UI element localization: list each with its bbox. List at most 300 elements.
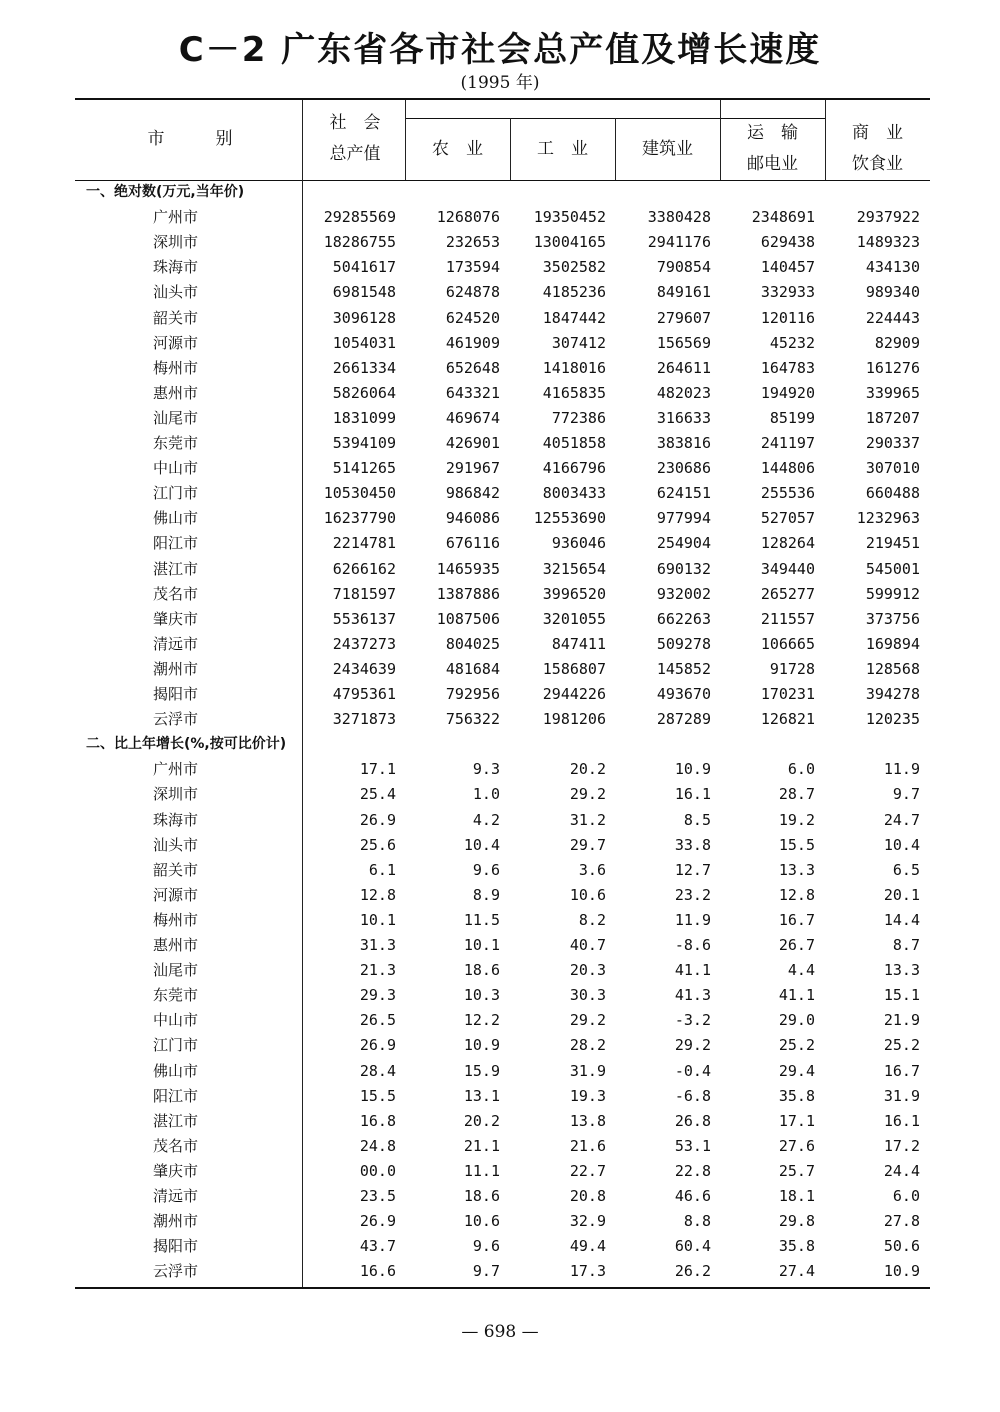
- header-agriculture-label: 农 业: [432, 139, 483, 159]
- city-name: 汕头市: [153, 283, 199, 302]
- table-cell: 60.4: [674, 1237, 711, 1256]
- table-cell: 461909: [445, 333, 500, 352]
- table-cell: 1232963: [856, 509, 920, 528]
- table-cell: 161276: [865, 358, 920, 377]
- header-commerce: [825, 118, 930, 180]
- table-cell: 22.8: [674, 1161, 711, 1180]
- city-name: 江门市: [153, 1036, 199, 1055]
- table-cell: 21.9: [883, 1011, 920, 1030]
- table-cell: 4051858: [542, 434, 606, 452]
- table-cell: 30.3: [569, 986, 606, 1005]
- table-cell: 120235: [865, 710, 920, 729]
- table-cell: 6.0: [787, 760, 815, 779]
- table-cell: 4165835: [542, 383, 606, 402]
- table-cell: 20.1: [883, 885, 920, 904]
- table-cell: 290337: [865, 434, 920, 452]
- city-name: 珠海市: [153, 258, 199, 277]
- table-cell: 16.8: [359, 1111, 396, 1130]
- table-cell: 7181597: [332, 584, 396, 603]
- table-row: [0, 908, 1000, 933]
- table-row: [0, 381, 1000, 406]
- table-cell: 9.7: [472, 1262, 500, 1281]
- table-cell: 2944226: [542, 685, 606, 703]
- table-row: [0, 1234, 1000, 1259]
- table-cell: 18.6: [463, 1187, 500, 1205]
- table-cell: 10.9: [883, 1262, 920, 1281]
- table-cell: 16.1: [674, 785, 711, 804]
- table-cell: 29.2: [674, 1036, 711, 1055]
- city-name: 阳江市: [153, 534, 199, 553]
- table-cell: 26.5: [359, 1011, 396, 1030]
- section-label: 一、绝对数(万元,当年价): [86, 184, 245, 200]
- city-name: 深圳市: [153, 233, 199, 252]
- table-cell: 5041617: [332, 258, 396, 277]
- table-cell: 383816: [656, 434, 711, 452]
- city-name: 惠州市: [153, 383, 199, 402]
- table-cell: 43.7: [359, 1237, 396, 1256]
- table-cell: 17.1: [778, 1111, 815, 1130]
- header-transport-line2: 邮电业: [747, 154, 798, 174]
- header-construction-label: 建筑业: [642, 139, 693, 159]
- table-cell: 16.7: [778, 910, 815, 929]
- city-name: 中山市: [153, 459, 199, 478]
- table-cell: 16.6: [359, 1262, 396, 1281]
- table-cell: 18286755: [323, 233, 396, 252]
- table-cell: 24.4: [883, 1161, 920, 1180]
- table-cell: 545001: [865, 559, 920, 578]
- table-row: [0, 657, 1000, 682]
- section-label: 二、比上年增长(%,按可比价计): [86, 736, 287, 753]
- table-cell: 10.1: [463, 936, 500, 954]
- page-number: — 698 —: [461, 1322, 539, 1342]
- table-cell: 31.9: [883, 1086, 920, 1105]
- table-cell: 1387886: [436, 584, 500, 603]
- table-row: [0, 958, 1000, 983]
- table-cell: 27.4: [778, 1262, 815, 1281]
- table-cell: 29.7: [569, 835, 606, 854]
- city-name: 肇庆市: [153, 609, 199, 628]
- table-row: [0, 356, 1000, 381]
- table-cell: 31.2: [569, 810, 606, 829]
- table-cell: 4.4: [787, 961, 815, 980]
- header-industry: [510, 134, 615, 165]
- table-cell: 6.5: [892, 860, 920, 879]
- table-cell: 10.6: [569, 885, 606, 904]
- table-cell: 11.9: [674, 910, 711, 929]
- table-cell: 8003433: [542, 484, 606, 503]
- city-name: 茂名市: [153, 584, 199, 603]
- table-cell: 32.9: [569, 1212, 606, 1231]
- table-cell: 170231: [760, 685, 815, 703]
- table-cell: 17.1: [359, 760, 396, 779]
- table-cell: 27.8: [883, 1212, 920, 1231]
- table-cell: 12.7: [674, 860, 711, 879]
- city-name: 潮州市: [153, 659, 199, 678]
- table-cell: 26.2: [674, 1262, 711, 1281]
- city-name: 茂名市: [153, 1136, 199, 1155]
- table-cell: -3.2: [674, 1011, 711, 1030]
- table-cell: 8.5: [683, 810, 711, 829]
- table-row: [0, 1159, 1000, 1184]
- table-row: [0, 682, 1000, 707]
- table-cell: 164783: [760, 358, 815, 377]
- table-cell: 41.3: [674, 986, 711, 1005]
- table-cell: 33.8: [674, 835, 711, 854]
- table-cell: 624151: [656, 484, 711, 503]
- table-row: [0, 707, 1000, 732]
- table-cell: 13.3: [778, 860, 815, 879]
- city-name: 云浮市: [153, 1262, 199, 1281]
- table-cell: 25.6: [359, 835, 396, 854]
- table-row: [0, 230, 1000, 255]
- table-cell: 1831099: [332, 408, 396, 427]
- table-row: [0, 883, 1000, 908]
- table-cell: 9.7: [892, 785, 920, 804]
- table-cell: 41.1: [778, 986, 815, 1005]
- table-cell: 156569: [656, 333, 711, 352]
- table-cell: 2941176: [647, 233, 711, 252]
- table-cell: 1054031: [332, 333, 396, 352]
- table-cell: 16.7: [883, 1061, 920, 1080]
- table-cell: 9.3: [472, 760, 500, 779]
- city-name: 梅州市: [153, 910, 199, 929]
- table-cell: 45232: [769, 333, 815, 352]
- city-name: 汕尾市: [153, 961, 199, 980]
- table-cell: 194920: [760, 383, 815, 402]
- table-row: [0, 1259, 1000, 1284]
- table-cell: 482023: [656, 383, 711, 402]
- table-cell: 493670: [656, 685, 711, 703]
- city-name: 揭阳市: [153, 1237, 199, 1256]
- table-cell: 690132: [656, 559, 711, 578]
- table-cell: 6266162: [332, 559, 396, 578]
- table-cell: 26.9: [359, 810, 396, 829]
- table-cell: 11.9: [883, 760, 920, 779]
- table-cell: 936046: [551, 534, 606, 553]
- header-transport: [720, 118, 825, 180]
- table-cell: 3201055: [542, 609, 606, 628]
- table-cell: 1.0: [472, 785, 500, 804]
- table-cell: 187207: [865, 408, 920, 427]
- table-cell: 849161: [656, 283, 711, 302]
- table-cell: 28.4: [359, 1061, 396, 1080]
- table-cell: 307412: [551, 333, 606, 352]
- page-title: C－2 广东省各市社会总产值及增长速度: [178, 30, 822, 70]
- table-cell: 13.8: [569, 1111, 606, 1130]
- table-cell: 599912: [865, 584, 920, 603]
- table-cell: 10.9: [674, 760, 711, 779]
- table-cell: 13.3: [883, 961, 920, 980]
- table-cell: 5141265: [332, 459, 396, 478]
- table-cell: 25.4: [359, 785, 396, 804]
- table-cell: 24.8: [359, 1136, 396, 1155]
- table-cell: 394278: [865, 685, 920, 703]
- table-cell: 279607: [656, 308, 711, 327]
- table-row: [0, 582, 1000, 607]
- table-cell: 29.8: [778, 1212, 815, 1231]
- table-cell: 00.0: [359, 1161, 396, 1180]
- table-cell: 15.9: [463, 1061, 500, 1080]
- city-name: 韶关市: [153, 860, 199, 879]
- table-cell: 19350452: [533, 208, 606, 227]
- table-cell: 29.3: [359, 986, 396, 1005]
- table-cell: 10.1: [359, 910, 396, 929]
- table-cell: 10.6: [463, 1212, 500, 1231]
- table-cell: 624878: [445, 283, 500, 302]
- city-name: 湛江市: [153, 1111, 199, 1130]
- header-total-line1: 社 会: [329, 113, 381, 133]
- table-cell: 373756: [865, 609, 920, 628]
- table-cell: 349440: [760, 559, 815, 578]
- table-cell: 2434639: [332, 659, 396, 678]
- table-cell: 106665: [760, 634, 815, 653]
- table-cell: 2214781: [332, 534, 396, 553]
- table-cell: 676116: [445, 534, 500, 553]
- table-cell: 509278: [656, 634, 711, 653]
- table-cell: 41.1: [674, 961, 711, 980]
- table-cell: 5826064: [332, 383, 396, 402]
- table-cell: 977994: [656, 509, 711, 528]
- table-row: [0, 632, 1000, 657]
- table-cell: 1465935: [436, 559, 500, 578]
- city-name: 河源市: [153, 333, 199, 352]
- table-cell: 12.8: [359, 885, 396, 904]
- header-commerce-line2: 饮食业: [852, 154, 903, 174]
- table-cell: 481684: [445, 659, 500, 678]
- table-cell: 29.2: [569, 785, 606, 804]
- table-cell: 9.6: [472, 860, 500, 879]
- table-cell: 26.7: [778, 936, 815, 954]
- table-cell: 173594: [445, 258, 500, 277]
- table-cell: 1981206: [542, 710, 606, 729]
- city-name: 佛山市: [153, 1061, 199, 1080]
- table-cell: 28.7: [778, 785, 815, 804]
- table-cell: 6.1: [368, 860, 396, 879]
- table-cell: 624520: [445, 308, 500, 327]
- top-rule: [75, 98, 930, 100]
- table-cell: 8.8: [683, 1212, 711, 1231]
- table-cell: 18.6: [463, 961, 500, 980]
- table-cell: 10.3: [463, 986, 500, 1005]
- table-cell: 2937922: [856, 208, 920, 227]
- table-cell: 12553690: [533, 509, 606, 528]
- table-cell: 120116: [760, 308, 815, 327]
- table-cell: 792956: [445, 685, 500, 703]
- table-cell: 23.2: [674, 885, 711, 904]
- table-row: [0, 205, 1000, 230]
- table-row: [0, 255, 1000, 280]
- bottom-rule: [75, 1287, 930, 1289]
- table-cell: 16237790: [323, 509, 396, 528]
- table-cell: 1847442: [542, 308, 606, 327]
- table-cell: 847411: [551, 634, 606, 653]
- table-cell: 23.5: [359, 1187, 396, 1205]
- table-cell: 332933: [760, 283, 815, 302]
- header-transport-line1: 运 输: [747, 123, 798, 143]
- table-cell: 46.6: [674, 1187, 711, 1205]
- table-cell: 2348691: [751, 208, 815, 227]
- city-name: 中山市: [153, 1011, 199, 1030]
- table-cell: 4166796: [542, 459, 606, 478]
- table-cell: 3215654: [542, 559, 606, 578]
- table-cell: 126821: [760, 710, 815, 729]
- table-cell: 434130: [865, 258, 920, 277]
- table-cell: -0.4: [674, 1061, 711, 1080]
- table-cell: 5394109: [332, 434, 396, 452]
- table-cell: 31.3: [359, 936, 396, 954]
- table-cell: 804025: [445, 634, 500, 653]
- table-row: [0, 306, 1000, 331]
- table-cell: 6981548: [332, 283, 396, 302]
- table-cell: 16.1: [883, 1111, 920, 1130]
- table-cell: 265277: [760, 584, 815, 603]
- table-row: [0, 782, 1000, 807]
- table-cell: 3502582: [542, 258, 606, 277]
- city-name: 湛江市: [153, 559, 199, 578]
- table-cell: 8.2: [578, 910, 606, 929]
- table-cell: 9.6: [472, 1237, 500, 1256]
- table-cell: 6.0: [892, 1187, 920, 1205]
- table-cell: 211557: [760, 609, 815, 628]
- table-cell: 169894: [865, 634, 920, 653]
- city-name: 江门市: [153, 484, 199, 503]
- section-header: [0, 732, 1000, 757]
- table-row: [0, 406, 1000, 431]
- table-cell: 11.1: [463, 1161, 500, 1180]
- table-cell: 1489323: [856, 233, 920, 252]
- table-cell: 643321: [445, 383, 500, 402]
- table-cell: 1418016: [542, 358, 606, 377]
- city-name: 清远市: [153, 634, 199, 653]
- table-cell: 4185236: [542, 283, 606, 302]
- table-cell: -6.8: [674, 1086, 711, 1105]
- table-cell: 12.2: [463, 1011, 500, 1030]
- table-row: [0, 1008, 1000, 1033]
- table-cell: 50.6: [883, 1237, 920, 1256]
- table-cell: 26.9: [359, 1036, 396, 1055]
- table-cell: 989340: [865, 283, 920, 302]
- table-cell: 339965: [865, 383, 920, 402]
- table-cell: 20.8: [569, 1187, 606, 1205]
- table-cell: 316633: [656, 408, 711, 427]
- table-cell: 28.2: [569, 1036, 606, 1055]
- table-row: [0, 933, 1000, 958]
- table-cell: 8.9: [472, 885, 500, 904]
- city-name: 汕尾市: [153, 408, 199, 427]
- table-cell: 5536137: [332, 609, 396, 628]
- table-cell: 772386: [551, 408, 606, 427]
- header-commerce-line1: 商 业: [852, 123, 903, 143]
- table-cell: 91728: [769, 659, 815, 678]
- table-cell: 287289: [656, 710, 711, 729]
- table-cell: 29.0: [778, 1011, 815, 1030]
- table-row: [0, 808, 1000, 833]
- header-total-line2: 总产值: [329, 144, 381, 164]
- city-name: 清远市: [153, 1187, 199, 1205]
- table-cell: 35.8: [778, 1237, 815, 1256]
- table-cell: 232653: [445, 233, 500, 252]
- table-row: [0, 1209, 1000, 1234]
- city-name: 佛山市: [153, 509, 199, 528]
- table-row: [0, 1033, 1000, 1058]
- table-cell: 20.2: [569, 760, 606, 779]
- table-cell: 224443: [865, 308, 920, 327]
- table-cell: 986842: [445, 484, 500, 503]
- table-cell: 13.1: [463, 1086, 500, 1105]
- city-name: 揭阳市: [153, 685, 199, 703]
- table-row: [0, 431, 1000, 456]
- table-row: [0, 757, 1000, 782]
- table-cell: 49.4: [569, 1237, 606, 1256]
- table-cell: 3271873: [332, 710, 396, 729]
- header-construction: [615, 134, 720, 165]
- table-cell: 53.1: [674, 1136, 711, 1155]
- city-name: 肇庆市: [153, 1161, 199, 1180]
- table-cell: 13004165: [533, 233, 606, 252]
- table-cell: 264611: [656, 358, 711, 377]
- table-cell: 21.1: [463, 1136, 500, 1155]
- city-name: 广州市: [153, 760, 199, 779]
- table-row: [0, 833, 1000, 858]
- table-cell: 18.1: [778, 1187, 815, 1205]
- table-cell: 17.2: [883, 1136, 920, 1155]
- table-cell: 15.5: [778, 835, 815, 854]
- city-name: 韶关市: [153, 308, 199, 327]
- table-cell: 19.3: [569, 1086, 606, 1105]
- city-name: 云浮市: [153, 710, 199, 729]
- table-cell: 426901: [445, 434, 500, 452]
- table-cell: 29.2: [569, 1011, 606, 1030]
- table-cell: 31.9: [569, 1061, 606, 1080]
- city-name: 惠州市: [153, 936, 199, 954]
- table-cell: 254904: [656, 534, 711, 553]
- table-cell: 1268076: [436, 208, 500, 227]
- table-cell: -8.6: [674, 936, 711, 954]
- table-cell: 629438: [760, 233, 815, 252]
- page-subtitle: (1995 年): [460, 73, 540, 93]
- table-cell: 17.3: [569, 1262, 606, 1281]
- table-cell: 255536: [760, 484, 815, 503]
- table-cell: 946086: [445, 509, 500, 528]
- table-cell: 10.4: [463, 835, 500, 854]
- table-cell: 10.4: [883, 835, 920, 854]
- table-row: [0, 481, 1000, 506]
- table-cell: 24.7: [883, 810, 920, 829]
- table-cell: 2437273: [332, 634, 396, 653]
- table-cell: 20.3: [569, 961, 606, 980]
- city-name: 东莞市: [153, 434, 199, 452]
- table-cell: 128264: [760, 534, 815, 553]
- table-cell: 932002: [656, 584, 711, 603]
- table-row: [0, 331, 1000, 356]
- table-cell: 140457: [760, 258, 815, 277]
- table-cell: 3380428: [647, 208, 711, 227]
- table-cell: 219451: [865, 534, 920, 553]
- city-name: 阳江市: [153, 1086, 199, 1105]
- table-cell: 1586807: [542, 659, 606, 678]
- table-cell: 22.7: [569, 1161, 606, 1180]
- table-cell: 3096128: [332, 308, 396, 327]
- table-row: [0, 607, 1000, 632]
- table-cell: 29.4: [778, 1061, 815, 1080]
- city-name: 东莞市: [153, 986, 199, 1005]
- table-cell: 230686: [656, 459, 711, 478]
- table-row: [0, 1059, 1000, 1084]
- table-cell: 241197: [760, 434, 815, 452]
- table-cell: 790854: [656, 258, 711, 277]
- table-cell: 3.6: [578, 860, 606, 879]
- table-cell: 128568: [865, 659, 920, 678]
